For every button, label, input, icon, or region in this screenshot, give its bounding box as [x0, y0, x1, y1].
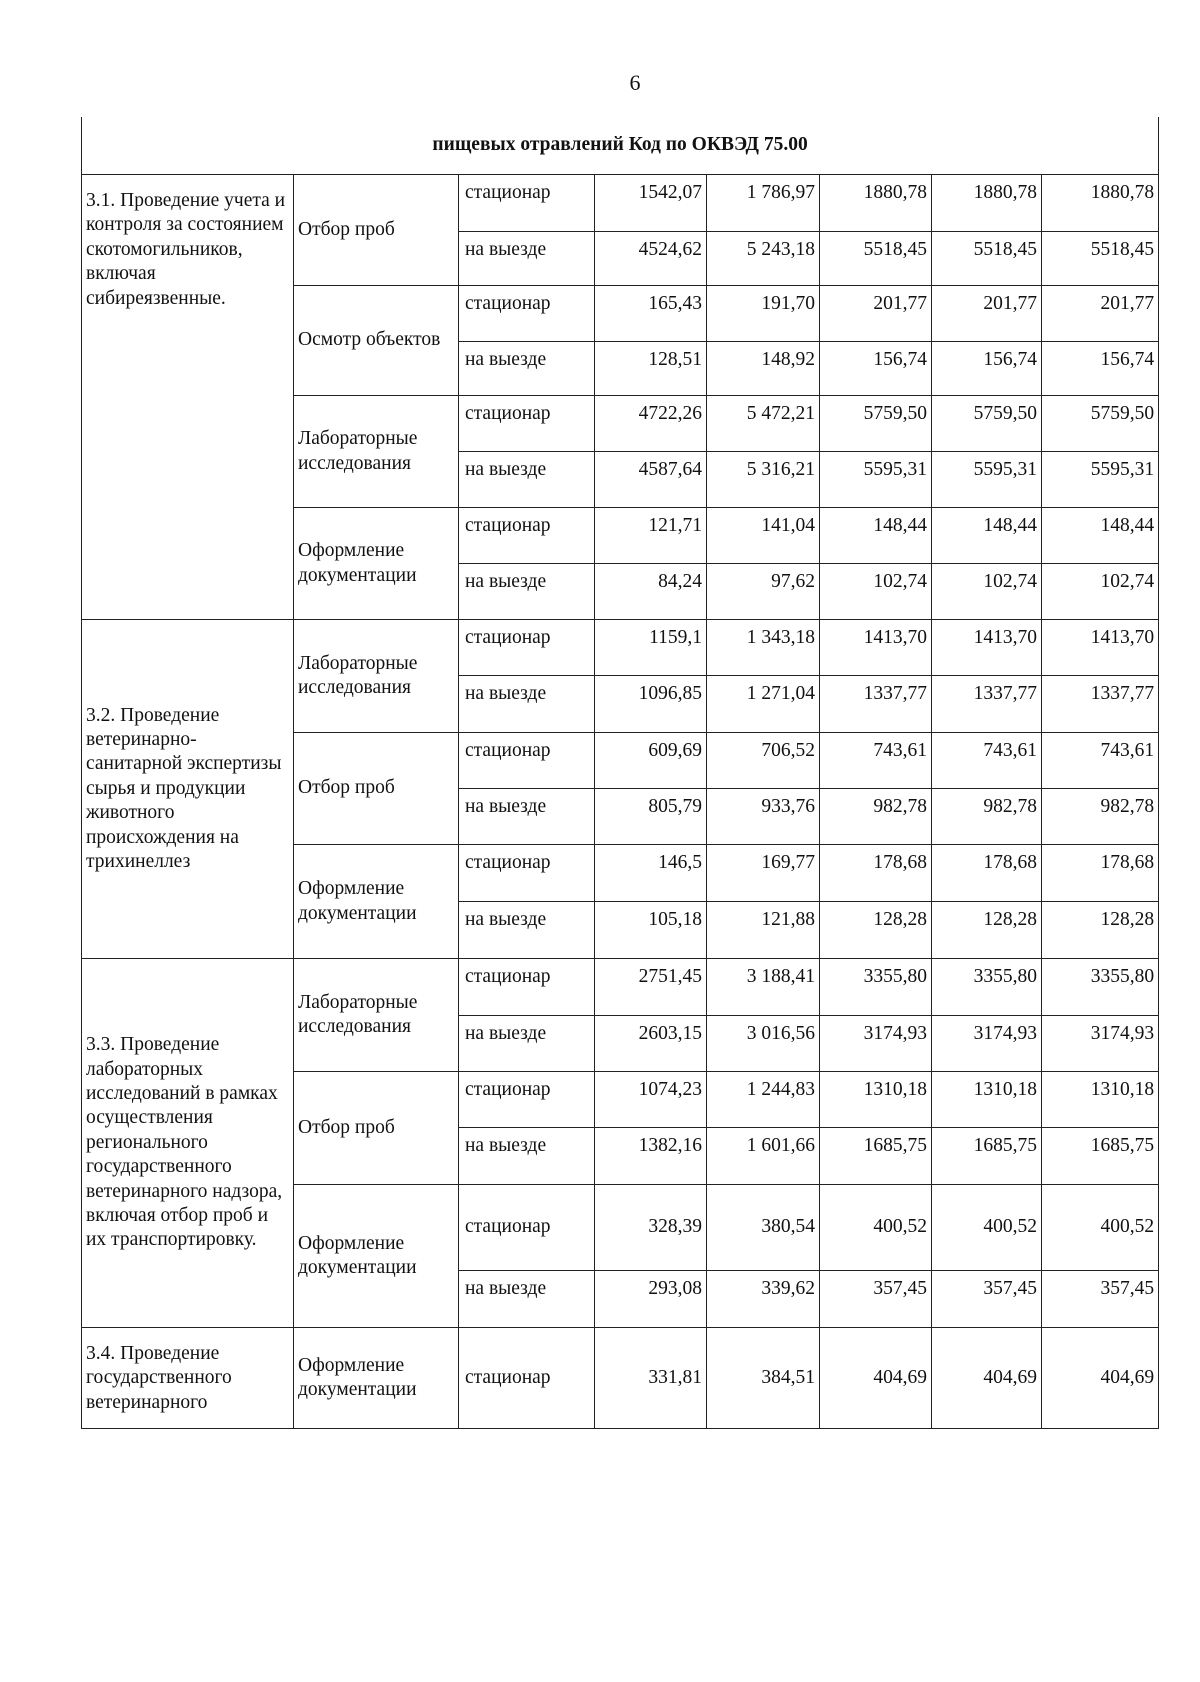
price-value: 1310,18 [820, 1072, 932, 1128]
price-value: 404,69 [1042, 1328, 1159, 1429]
price-value: 141,04 [707, 508, 820, 564]
section-title: 3.4. Проведение государственного ветеринарного [82, 1328, 294, 1429]
price-value: 5 472,21 [707, 396, 820, 452]
service-mode: стационар [459, 396, 595, 452]
price-value: 3355,80 [932, 959, 1042, 1016]
service-mode: на выезде [459, 676, 595, 733]
price-value: 384,51 [707, 1328, 820, 1429]
price-value: 121,71 [595, 508, 707, 564]
price-value: 404,69 [820, 1328, 932, 1429]
service-mode: стационар [459, 286, 595, 342]
price-value: 1413,70 [820, 620, 932, 676]
price-value: 982,78 [932, 789, 1042, 845]
price-value: 191,70 [707, 286, 820, 342]
price-value: 1 786,97 [707, 175, 820, 232]
price-value: 3174,93 [1042, 1016, 1159, 1072]
service-mode: стационар [459, 959, 595, 1016]
price-value: 5759,50 [1042, 396, 1159, 452]
table-title: пищевых отравлений Код по ОКВЭД 75.00 [82, 117, 1159, 175]
price-value: 1 271,04 [707, 676, 820, 733]
price-value: 5518,45 [820, 232, 932, 286]
price-value: 1685,75 [820, 1128, 932, 1185]
price-value: 5518,45 [1042, 232, 1159, 286]
price-value: 3 016,56 [707, 1016, 820, 1072]
price-value: 146,5 [595, 845, 707, 902]
price-value: 5595,31 [932, 452, 1042, 508]
service-mode: стационар [459, 175, 595, 232]
service-mode: стационар [459, 620, 595, 676]
work-type: Оформление документации [294, 845, 459, 959]
price-value: 1310,18 [1042, 1072, 1159, 1128]
price-value: 156,74 [932, 342, 1042, 396]
price-value: 201,77 [820, 286, 932, 342]
price-value: 1 601,66 [707, 1128, 820, 1185]
price-value: 743,61 [1042, 733, 1159, 789]
price-value: 5759,50 [932, 396, 1042, 452]
price-value: 169,77 [707, 845, 820, 902]
price-value: 339,62 [707, 1271, 820, 1328]
price-value: 5595,31 [1042, 452, 1159, 508]
service-mode: стационар [459, 733, 595, 789]
section-title: 3.1. Проведение учета и контроля за состоянием скотомогильников, включая сибиреязвенные. [82, 175, 294, 620]
price-value: 128,51 [595, 342, 707, 396]
price-value: 105,18 [595, 902, 707, 959]
table-row [82, 175, 1159, 232]
price-value: 1 343,18 [707, 620, 820, 676]
price-value: 178,68 [1042, 845, 1159, 902]
price-value: 102,74 [932, 564, 1042, 620]
table-title-row [82, 117, 1159, 175]
service-mode: на выезде [459, 789, 595, 845]
price-value: 3 188,41 [707, 959, 820, 1016]
service-mode: на выезде [459, 1271, 595, 1328]
service-mode: стационар [459, 1072, 595, 1128]
price-value: 982,78 [820, 789, 932, 845]
price-value: 178,68 [932, 845, 1042, 902]
price-value: 400,52 [932, 1185, 1042, 1271]
price-value: 102,74 [820, 564, 932, 620]
work-type: Осмотр объектов [294, 286, 459, 396]
price-value: 121,88 [707, 902, 820, 959]
work-type: Отбор проб [294, 175, 459, 286]
price-value: 357,45 [1042, 1271, 1159, 1328]
price-value: 1413,70 [1042, 620, 1159, 676]
price-value: 743,61 [932, 733, 1042, 789]
price-value: 1880,78 [820, 175, 932, 232]
price-value: 933,76 [707, 789, 820, 845]
work-type: Отбор проб [294, 733, 459, 845]
table-row [82, 620, 1159, 676]
fee-table-sheet [81, 117, 1158, 1429]
price-value: 1685,75 [932, 1128, 1042, 1185]
price-value: 3355,80 [820, 959, 932, 1016]
service-mode: на выезде [459, 1016, 595, 1072]
page-number: 6 [629, 70, 641, 95]
price-value: 156,74 [820, 342, 932, 396]
price-value: 3355,80 [1042, 959, 1159, 1016]
price-value: 1337,77 [1042, 676, 1159, 733]
price-value: 1413,70 [932, 620, 1042, 676]
price-value: 331,81 [595, 1328, 707, 1429]
work-type: Отбор проб [294, 1072, 459, 1185]
service-mode: на выезде [459, 564, 595, 620]
price-value: 1 244,83 [707, 1072, 820, 1128]
price-value: 102,74 [1042, 564, 1159, 620]
table-row [82, 1328, 1159, 1429]
price-value: 1337,77 [820, 676, 932, 733]
price-value: 404,69 [932, 1328, 1042, 1429]
service-mode: на выезде [459, 232, 595, 286]
price-value: 148,44 [1042, 508, 1159, 564]
fee-table-body [82, 117, 1159, 1429]
section-title: 3.3. Проведение лабораторных исследований в рамках осуществления регионального государственного ветеринарного надзора, включая отбор проб и их транспортировку. [82, 959, 294, 1328]
service-mode: стационар [459, 845, 595, 902]
price-value: 743,61 [820, 733, 932, 789]
price-value: 293,08 [595, 1271, 707, 1328]
service-mode: стационар [459, 1328, 595, 1429]
service-mode: на выезде [459, 342, 595, 396]
price-value: 97,62 [707, 564, 820, 620]
price-value: 2603,15 [595, 1016, 707, 1072]
price-value: 201,77 [932, 286, 1042, 342]
price-value: 2751,45 [595, 959, 707, 1016]
table-row [82, 959, 1159, 1016]
price-value: 3174,93 [932, 1016, 1042, 1072]
price-value: 357,45 [932, 1271, 1042, 1328]
price-value: 128,28 [820, 902, 932, 959]
price-value: 1310,18 [932, 1072, 1042, 1128]
price-value: 400,52 [1042, 1185, 1159, 1271]
price-value: 1096,85 [595, 676, 707, 733]
price-value: 982,78 [1042, 789, 1159, 845]
price-value: 3174,93 [820, 1016, 932, 1072]
work-type: Лабораторные исследования [294, 396, 459, 508]
service-mode: на выезде [459, 452, 595, 508]
service-mode: стационар [459, 1185, 595, 1271]
price-value: 1382,16 [595, 1128, 707, 1185]
price-value: 328,39 [595, 1185, 707, 1271]
price-value: 1074,23 [595, 1072, 707, 1128]
price-value: 1685,75 [1042, 1128, 1159, 1185]
fee-table [81, 117, 1159, 1429]
price-value: 128,28 [932, 902, 1042, 959]
service-mode: стационар [459, 508, 595, 564]
price-value: 148,92 [707, 342, 820, 396]
price-value: 380,54 [707, 1185, 820, 1271]
price-value: 1159,1 [595, 620, 707, 676]
price-value: 1880,78 [932, 175, 1042, 232]
price-value: 148,44 [820, 508, 932, 564]
work-type: Лабораторные исследования [294, 959, 459, 1072]
service-mode: на выезде [459, 902, 595, 959]
price-value: 148,44 [932, 508, 1042, 564]
work-type: Оформление документации [294, 1185, 459, 1328]
work-type: Оформление документации [294, 1328, 459, 1429]
price-value: 5 243,18 [707, 232, 820, 286]
price-value: 201,77 [1042, 286, 1159, 342]
work-type: Лабораторные исследования [294, 620, 459, 733]
price-value: 5518,45 [932, 232, 1042, 286]
price-value: 84,24 [595, 564, 707, 620]
work-type: Оформление документации [294, 508, 459, 620]
price-value: 5 316,21 [707, 452, 820, 508]
price-value: 4524,62 [595, 232, 707, 286]
price-value: 4722,26 [595, 396, 707, 452]
price-value: 805,79 [595, 789, 707, 845]
price-value: 128,28 [1042, 902, 1159, 959]
price-value: 1542,07 [595, 175, 707, 232]
price-value: 400,52 [820, 1185, 932, 1271]
price-value: 5595,31 [820, 452, 932, 508]
price-value: 4587,64 [595, 452, 707, 508]
service-mode: на выезде [459, 1128, 595, 1185]
price-value: 1337,77 [932, 676, 1042, 733]
section-title: 3.2. Проведение ветеринарно-санитарной экспертизы сырья и продукции животного происхождения на трихинеллез [82, 620, 294, 959]
price-value: 5759,50 [820, 396, 932, 452]
price-value: 1880,78 [1042, 175, 1159, 232]
price-value: 178,68 [820, 845, 932, 902]
price-value: 706,52 [707, 733, 820, 789]
price-value: 165,43 [595, 286, 707, 342]
price-value: 156,74 [1042, 342, 1159, 396]
price-value: 357,45 [820, 1271, 932, 1328]
price-value: 609,69 [595, 733, 707, 789]
